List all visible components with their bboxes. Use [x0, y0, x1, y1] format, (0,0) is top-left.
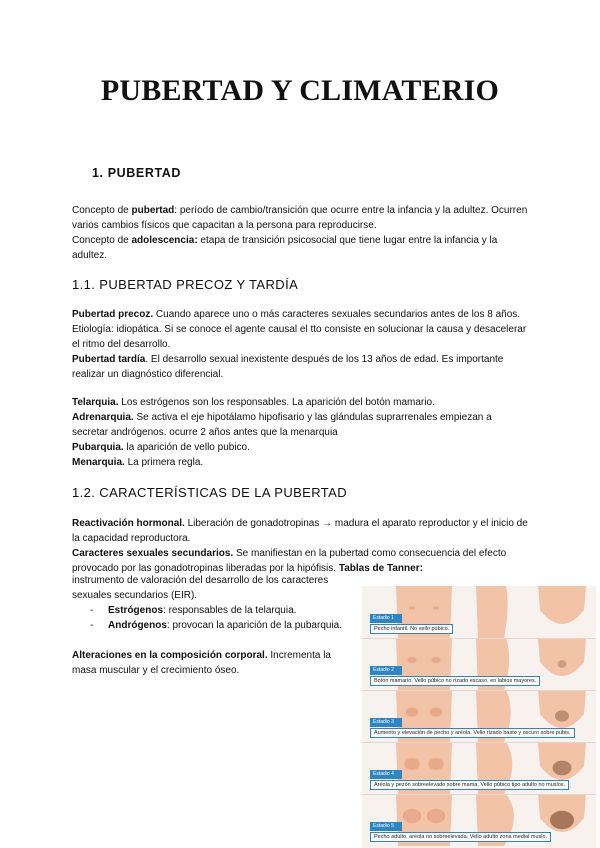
- stage-tag: Estadio 5: [370, 822, 402, 831]
- text: : responsables de la telarquia.: [163, 605, 297, 616]
- text: etapa de transición psicosocial que tiene lugar entre la infancia y la adultez.: [72, 235, 498, 261]
- stage-description: Aumento y elevación de pecho y aréola. Vello rizado basto y oscuro sobre pubis.: [370, 728, 575, 738]
- text: . El desarrollo sexual inexistente después de los 13 años de edad. Es importante realizar un diagnóstico diferencial.: [72, 354, 504, 380]
- text: Liberación de gonadotropinas → madura el aparato reproductor y el inicio de la capacidad reproductora.: [72, 518, 528, 544]
- tanner-stage: [362, 742, 596, 794]
- paragraph-concepto-pubertad: [72, 203, 528, 263]
- page-title: PUBERTAD Y CLIMATERIO: [100, 74, 500, 107]
- pubis-illustration: [530, 586, 600, 638]
- breast-mark: [433, 606, 439, 610]
- breast-mark: [428, 758, 444, 770]
- text: La primera regla.: [124, 457, 204, 468]
- stage-description: Aréola y pezón sobreelevado sobre mama. Vello púbico tipo adulto no muslos.: [370, 780, 569, 790]
- term: Caracteres sexuales secundarios.: [72, 548, 234, 559]
- stage-tag: Estadio 2: [370, 666, 402, 675]
- text: : período de cambio/transición que ocurre entre la infancia y la adultez. Ocurren varios cambios físicos que capacitan a la persona para reproducirse.: [72, 205, 528, 231]
- list-item: [72, 618, 352, 633]
- term: pubertad: [131, 205, 175, 216]
- breast-mark: [404, 758, 420, 770]
- term: Tablas de Tanner:: [338, 563, 423, 574]
- stage-description: Botón mamario. Vello púbico no rizado escaso, en labios mayores.: [370, 676, 540, 686]
- paragraph-reactivacion: [72, 516, 528, 576]
- pubic-hair-mark: [553, 761, 572, 776]
- hormone-list: [72, 603, 352, 633]
- text: Cuando aparece uno o más caracteres sexuales secundarios antes de los 8 años. Etiología: idiopática. Si se conoce el agente causal el tto consiste en solucionar la causa y desacelerar el ritmo del desarrollo.: [72, 309, 527, 350]
- tanner-stage: [362, 690, 596, 742]
- term: Andrógenos: [108, 620, 167, 631]
- term: Menarquia.: [72, 457, 125, 468]
- paragraph-tanner-def: instrumento de valoración del desarrollo de los caracteres sexuales secundarios (EIR).: [72, 575, 329, 601]
- stage-divider: [362, 690, 596, 691]
- tanner-stage: [362, 794, 596, 846]
- pubis-illustration: [530, 638, 600, 690]
- breast-mark: [406, 707, 418, 716]
- text: Concepto de: [72, 235, 132, 246]
- pubic-hair-mark: [555, 710, 569, 721]
- term: Pubertad tardía: [72, 354, 146, 365]
- text: la aparición de vello pubico.: [123, 442, 250, 453]
- stage-description: Pecho adulto, aréola no sobreelevada. Vello adulto zona medial muslo.: [370, 832, 551, 842]
- stage-tag: Estadio 1: [370, 614, 402, 623]
- term: Reactivación hormonal.: [72, 518, 185, 529]
- stage-description: Pecho infantil. No vello púbico.: [370, 624, 453, 634]
- section-heading-pubertad: 1. PUBERTAD: [92, 166, 182, 180]
- term: Pubertad precoz.: [72, 309, 154, 320]
- section-heading-caracteristicas: 1.2. CARACTERÍSTICAS DE LA PUBERTAD: [72, 485, 348, 500]
- pubic-hair-mark: [558, 660, 567, 668]
- list-dash: -: [90, 620, 94, 631]
- stage-tag: Estadio 3: [370, 718, 402, 727]
- term: adolescencia:: [131, 235, 198, 246]
- stage-divider: [362, 638, 596, 639]
- breast-mark: [431, 657, 440, 664]
- term: Alteraciones en la composición corporal.: [72, 650, 268, 661]
- breast-mark: [430, 707, 442, 716]
- term: Telarquia.: [72, 397, 119, 408]
- text: Se activa el eje hipotálamo hipofisario y las glándulas suprarrenales empiezan a secretar andrógenos. ocurre 2 años antes que la menarquia: [72, 412, 492, 438]
- tanner-stage: [362, 638, 596, 690]
- paragraph-pubertad-precoz-tardia: [72, 307, 528, 382]
- term: Pubarquia.: [72, 442, 124, 453]
- breast-mark: [409, 606, 415, 610]
- term: Estrógenos: [108, 605, 164, 616]
- text: : provocan la aparición de la pubarquia.: [166, 620, 343, 631]
- paragraph-alteraciones: [72, 648, 352, 678]
- tanner-stages-figure: [362, 586, 596, 848]
- text: Concepto de: [72, 205, 132, 216]
- text: Se manifiestan en la pubertad como consecuencia del efecto provocado por las gonadotropinas liberadas por la hipófisis.: [72, 548, 507, 574]
- text: Incrementa la masa muscular y el crecimiento óseo.: [72, 650, 331, 676]
- breast-mark: [407, 657, 416, 664]
- chest-side-illustration: [462, 586, 532, 638]
- stage-tag: Estadio 4: [370, 770, 402, 779]
- pubic-hair-mark: [550, 811, 574, 829]
- breast-mark: [427, 809, 446, 823]
- stage-divider: [362, 742, 596, 743]
- section-heading-precoz-tardia: 1.1. PUBERTAD PRECOZ Y TARDÍA: [72, 277, 299, 292]
- paragraph-hitos-puberales: [72, 395, 528, 470]
- stage-divider: [362, 794, 596, 795]
- list-item: [72, 603, 352, 618]
- term: Adrenarquia.: [72, 412, 134, 423]
- tanner-stage: [362, 586, 596, 638]
- text: Los estrógenos son los responsables. La aparición del botón mamario.: [118, 397, 435, 408]
- list-dash: -: [90, 605, 94, 616]
- breast-mark: [403, 809, 422, 823]
